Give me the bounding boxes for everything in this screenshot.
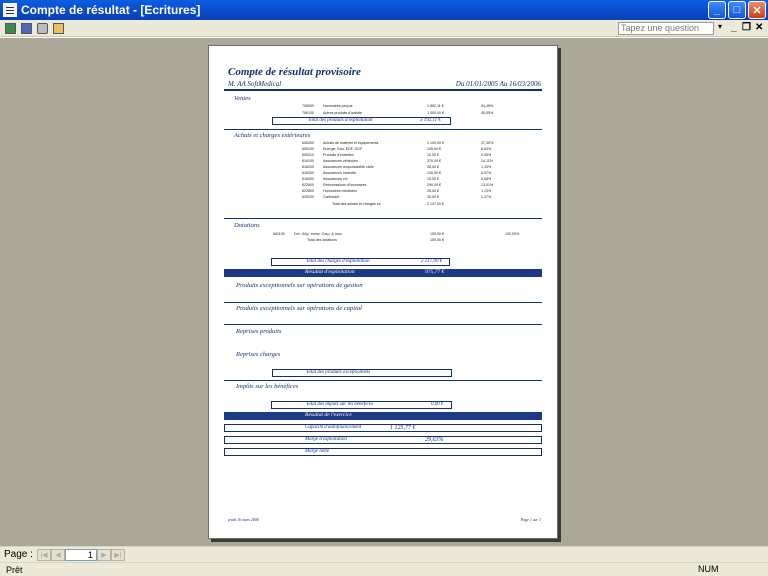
row-amount: 10,00 € [427, 153, 439, 157]
header-rule [224, 89, 542, 91]
row-pct: 1,37% [481, 195, 492, 199]
row-amount: 28,00 € [427, 165, 439, 169]
window-title: Compte de résultat - [Ecritures] [21, 3, 201, 17]
footer-date: jeudi 16 mars 2006 [228, 517, 259, 522]
section-rule [224, 302, 542, 303]
maximize-button[interactable]: □ [728, 1, 746, 19]
row-amount: 150,00 € [430, 232, 444, 236]
row-label: Honoraires médecins [323, 189, 357, 193]
section-dotations: Dotations [234, 222, 260, 229]
section-reprises-produits: Reprises produits [236, 328, 282, 335]
row-pct: 0,68% [481, 177, 492, 181]
row-pct: 54,45% [481, 104, 494, 108]
achats-total-label: Total des achats et charges ex. [332, 202, 382, 206]
section-rule [224, 324, 542, 325]
total-charges-value: 2 217,00 € [421, 259, 443, 264]
page-label: Page : [4, 549, 33, 560]
row-pct: 37,30% [481, 141, 494, 145]
section-rule [224, 218, 542, 219]
resultat-exploitation-label: Résultat d'exploitation [305, 269, 355, 275]
row-label: Dot. d'Ap. Immo. Corp. & Inco. [294, 232, 343, 236]
row-pct: 0,45% [481, 153, 492, 157]
row-pct: 45,55% [481, 111, 494, 115]
report-period: Du 01/01/2005 Au 16/03/2006 [455, 80, 541, 88]
row-code: 616300 [302, 171, 314, 175]
row-code: 681100 [273, 232, 285, 236]
row-label: Produits d'entretien [323, 153, 354, 157]
row-label: Assurances véhicules [323, 159, 358, 163]
marge-exploitation-label: Marge d'exploitation [305, 437, 347, 442]
row-code: 625200 [302, 195, 314, 199]
close-button[interactable]: ✕ [748, 1, 766, 19]
row-label: Assurances responsabilité civile [323, 165, 374, 169]
report-page [208, 45, 558, 539]
resultat-exploitation-value: 975,77 € [425, 269, 445, 275]
row-code: 616400 [302, 177, 314, 181]
row-label: Assurances vol [323, 177, 348, 181]
row-amount: 15,00 € [427, 177, 439, 181]
row-code: 616200 [302, 165, 314, 169]
marge-nette-label: Marge nette [305, 449, 330, 454]
row-code: 606100 [302, 147, 314, 151]
window-controls [708, 1, 766, 19]
marge-nette-box [224, 448, 542, 456]
row-amount: 25,00 € [427, 189, 439, 193]
row-code: 606310 [302, 153, 314, 157]
company-name: M. AA SoftMedical [228, 80, 282, 88]
total-charges-label: Total des charges d'exploitation [306, 259, 370, 264]
section-rule [224, 380, 542, 381]
status-bar [0, 562, 768, 576]
page-number-input[interactable]: 1 [65, 549, 97, 561]
question-dropdown-icon[interactable]: ▾ [718, 22, 723, 31]
preview-workspace[interactable] [0, 38, 768, 546]
page-navigation [0, 546, 768, 562]
row-pct: 1,13% [481, 189, 492, 193]
total-impots-value: 0,00 € [431, 402, 444, 407]
prev-page-button[interactable]: ◀ [51, 549, 65, 561]
book-view-icon[interactable] [21, 23, 32, 34]
section-prod-gestion: Produits exceptionnels sur opérations de gestion [236, 282, 363, 289]
section-ventes: Ventes [234, 95, 251, 102]
section-prod-capital: Produits exceptionnels sur opérations de capital [236, 305, 362, 312]
resultat-exercice-bar [224, 412, 542, 420]
resultat-exercice-label: Résultat de l'exercice [305, 412, 352, 418]
mdi-restore-button[interactable]: ❐ [742, 22, 751, 33]
export-icon[interactable] [53, 23, 64, 34]
next-page-button[interactable]: ▶ [97, 549, 111, 561]
dotations-total-amount: 150,00 € [430, 238, 444, 242]
row-pct: 100,00% [505, 232, 520, 236]
report-title: Compte de résultat provisoire [228, 66, 361, 78]
first-page-button[interactable]: |◀ [37, 549, 51, 561]
section-impots: Impôts sur les bénéfices [236, 383, 299, 390]
row-code: 706000 [302, 104, 314, 108]
section-rule [224, 129, 542, 130]
print-icon[interactable] [37, 23, 48, 34]
total-impots-label: Total des impôts sur les bénéfices [306, 402, 373, 407]
row-amount: 30,00 € [427, 195, 439, 199]
row-label: Rétrocessions d'honoraires [323, 183, 367, 187]
row-amount: 370,00 € [427, 159, 441, 163]
row-label: Autres produits d'activité [323, 111, 363, 115]
row-amount: 1 892,11 € [427, 104, 444, 108]
total-produits-value: 3 192,11 € [420, 118, 441, 123]
row-label: Energie, Eau, EDF, GDF [323, 147, 363, 151]
row-pct: 6,83% [481, 147, 492, 151]
mdi-minimize-button[interactable]: _ [731, 22, 737, 33]
last-page-button[interactable]: ▶| [111, 549, 125, 561]
row-pct: 6,07% [481, 171, 492, 175]
marge-exploitation-value: 29,63% [425, 437, 444, 443]
row-code: 616100 [302, 159, 314, 163]
row-label: Achats de matériel et équipements [323, 141, 379, 145]
total-produits-label: Total des produits d'exploitation [308, 118, 373, 123]
row-amount: 290,00 € [427, 183, 441, 187]
total-produits-excep-label: Total des produits exceptionnels [306, 370, 371, 375]
toolbar [0, 20, 768, 37]
row-pct: 13,01% [481, 183, 494, 187]
resultat-exploitation-bar [224, 269, 542, 277]
dotations-total-label: Total des dotations [307, 238, 337, 242]
row-pct: 14,11% [481, 159, 493, 163]
row-code: 706100 [302, 111, 314, 115]
section-reprises-charges: Reprises charges [236, 351, 281, 358]
row-pct: 1,13% [481, 165, 492, 169]
achats-total-amount: 2 147,00 € [427, 202, 444, 206]
question-input[interactable]: Tapez une question [618, 22, 714, 35]
row-label: Carburant [323, 195, 339, 199]
marge-exploitation-box [224, 436, 542, 444]
report-icon [3, 3, 17, 17]
row-code: 622800 [302, 189, 314, 193]
capacite-value: 1 125,77 € [390, 425, 416, 431]
row-amount: 1 100,00 € [427, 141, 444, 145]
footer-page: Page 1 sur 1 [520, 517, 541, 522]
row-amount: 130,00 € [427, 171, 441, 175]
capacite-label: Capacité d'autofinancement [305, 425, 362, 430]
row-amount: 145,00 € [427, 147, 441, 151]
section-achats: Achats et charges extérieures [234, 132, 311, 139]
design-view-icon[interactable] [5, 23, 16, 34]
row-amount: 1 300,00 € [427, 111, 444, 115]
capacite-box [224, 424, 542, 432]
row-label: Honoraires perçus [323, 104, 353, 108]
minimize-button[interactable]: _ [708, 1, 726, 19]
row-code: 606300 [302, 141, 314, 145]
status-text: Prêt [6, 564, 23, 575]
row-label: Assurances incendie [323, 171, 357, 175]
row-code: 622600 [302, 183, 314, 187]
num-lock-indicator: NUM [698, 564, 719, 574]
title-bar [0, 0, 768, 20]
mdi-close-button[interactable]: ✕ [755, 22, 764, 33]
